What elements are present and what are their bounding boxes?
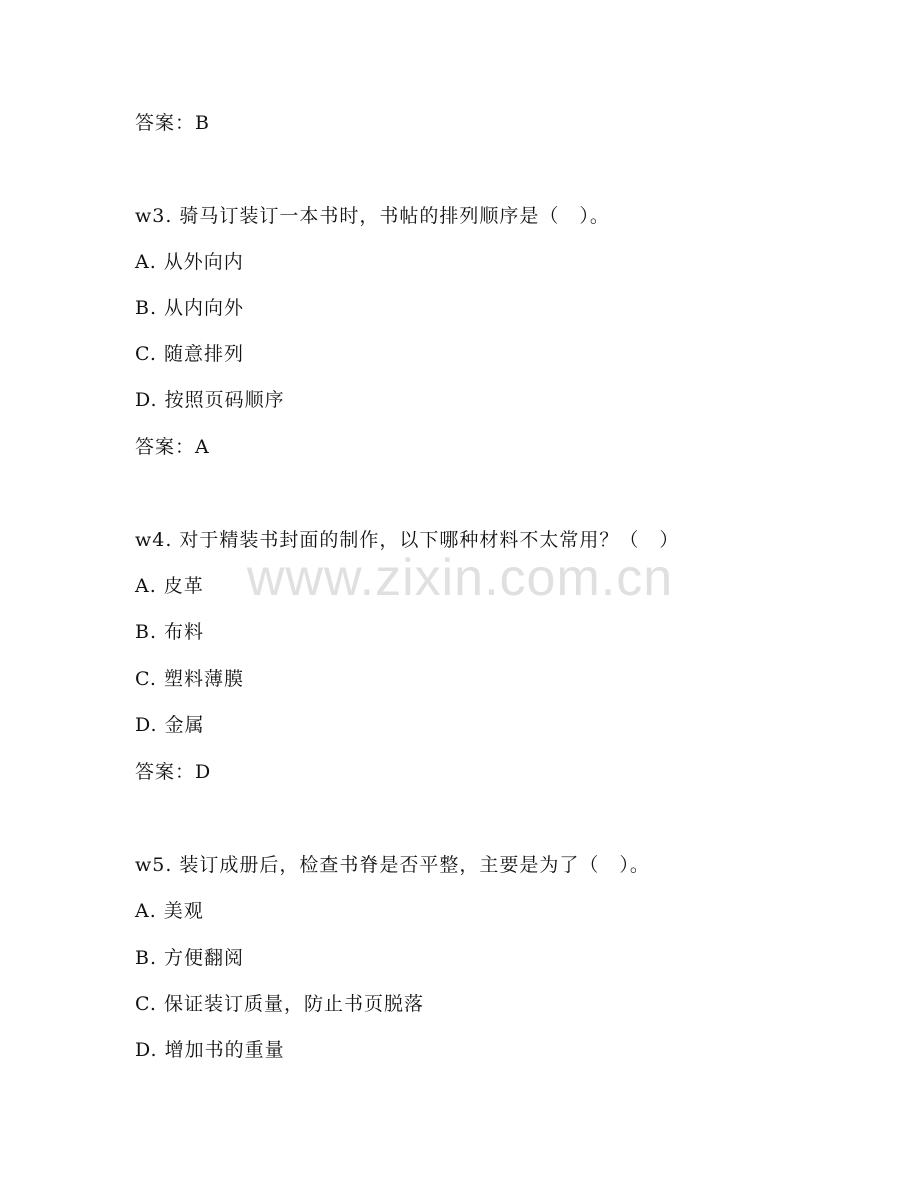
option-w5-c: C. 保证装订质量，防止书页脱落 — [135, 993, 424, 1015]
answer-prev: 答案：B — [135, 112, 210, 134]
option-w3-c: C. 随意排列 — [135, 343, 244, 365]
question-w5: w5. 装订成册后，检查书脊是否平整，主要是为了（ ）。 — [135, 854, 650, 876]
option-w5-a: A. 美观 — [135, 900, 204, 922]
option-w4-d: D. 金属 — [135, 714, 205, 736]
answer-w4: 答案：D — [135, 761, 212, 783]
answer-w3: 答案：A — [135, 436, 210, 458]
option-w5-b: B. 方便翻阅 — [135, 947, 245, 969]
option-w3-a: A. 从外向内 — [135, 251, 244, 273]
option-w5-d: D. 增加书的重量 — [135, 1039, 285, 1061]
option-w4-c: C. 塑料薄膜 — [135, 668, 244, 690]
option-w4-b: B. 布料 — [135, 621, 205, 643]
question-w4: w4. 对于精装书封面的制作，以下哪种材料不太常用？（ ） — [135, 529, 680, 551]
option-w3-d: D. 按照页码顺序 — [135, 389, 285, 411]
option-w4-a: A. 皮革 — [135, 575, 204, 597]
question-w3: w3. 骑马订装订一本书时，书帖的排列顺序是（ ）。 — [135, 205, 610, 227]
watermark: www.zixin.com.cn — [246, 549, 674, 607]
option-w3-b: B. 从内向外 — [135, 297, 245, 319]
